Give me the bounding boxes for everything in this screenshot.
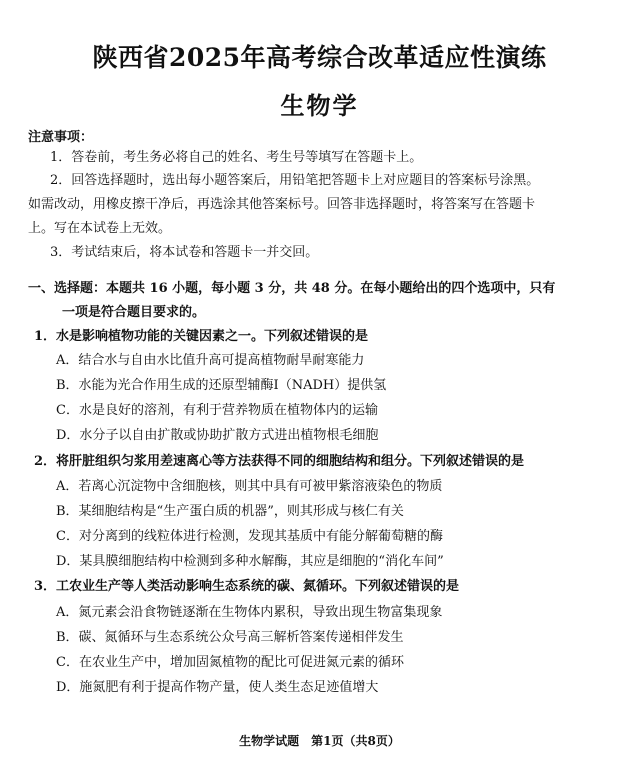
question-3-option-d: D．施氮肥有利于提高作物产量，使人类生态足迹值增大	[56, 680, 379, 695]
notice-item-2-line-1: 2．回答选择题时，选出每小题答案后，用铅笔把答题卡上对应题目的答案标号涂黑。	[50, 173, 540, 188]
question-1-stem: 1．水是影响植物功能的关键因素之一。下列叙述错误的是	[34, 329, 369, 344]
question-3-option-b: B．碳、氮循环与生态系统公众号高三解析答案传递相伴发生	[56, 630, 404, 645]
question-1-option-c: C．水是良好的溶剂，有利于营养物质在植物体内的运输	[56, 403, 378, 418]
subject-title: 生物学	[280, 91, 359, 120]
question-3-option-c: C．在农业生产中，增加固氮植物的配比可促进氮元素的循环	[56, 655, 404, 670]
question-3-option-a: A．氮元素会沿食物链逐渐在生物体内累积，导致出现生物富集现象	[56, 605, 443, 620]
section-heading-line-1: 一、选择题：本题共 16 小题，每小题 3 分，共 48 分。在每小题给出的四个选项中，只有	[28, 281, 556, 296]
question-2-option-b: B．某细胞结构是“生产蛋白质的机器”，则其形成与核仁有关	[56, 504, 404, 519]
question-1-option-b: B．水能为光合作用生成的还原型辅酶Ⅰ（NADH）提供氢	[56, 378, 387, 393]
question-2-option-d: D．某具膜细胞结构中检测到多种水解酶，其应是细胞的“消化车间”	[56, 554, 444, 569]
section-heading-line-2: 一项是符合题目要求的。	[62, 305, 206, 320]
notice-item-3: 3．考试结束后，将本试卷和答题卡一并交回。	[50, 245, 319, 260]
page-footer: 生物学试题 第1页（共8页）	[239, 734, 400, 748]
question-2-stem: 2．将肝脏组织匀浆用差速离心等方法获得不同的细胞结构和组分。下列叙述错误的是	[34, 454, 525, 469]
exam-title: 陕西省2025年高考综合改革适应性演练	[92, 43, 547, 72]
question-2-option-a: A．若离心沉淀物中含细胞核，则其中具有可被甲紫溶液染色的物质	[56, 479, 443, 494]
notice-item-1: 1．答卷前，考生务必将自己的姓名、考生号等填写在答题卡上。	[50, 150, 423, 165]
notice-item-2-line-2: 如需改动，用橡皮擦干净后，再选涂其他答案标号。回答非选择题时，将答案写在答题卡	[28, 197, 536, 212]
notice-item-2-line-3: 上。写在本试卷上无效。	[28, 221, 172, 236]
question-2-option-c: C．对分离到的线粒体进行检测，发现其基质中有能分解葡萄糖的酶	[56, 529, 443, 544]
question-3-stem: 3．工农业生产等人类活动影响生态系统的碳、氮循环。下列叙述错误的是	[34, 579, 460, 594]
notice-heading: 注意事项：	[28, 130, 94, 145]
question-1-option-a: A．结合水与自由水比值升高可提高植物耐旱耐寒能力	[56, 353, 365, 368]
question-1-option-d: D．水分子以自由扩散或协助扩散方式进出植物根毛细胞	[56, 428, 379, 443]
